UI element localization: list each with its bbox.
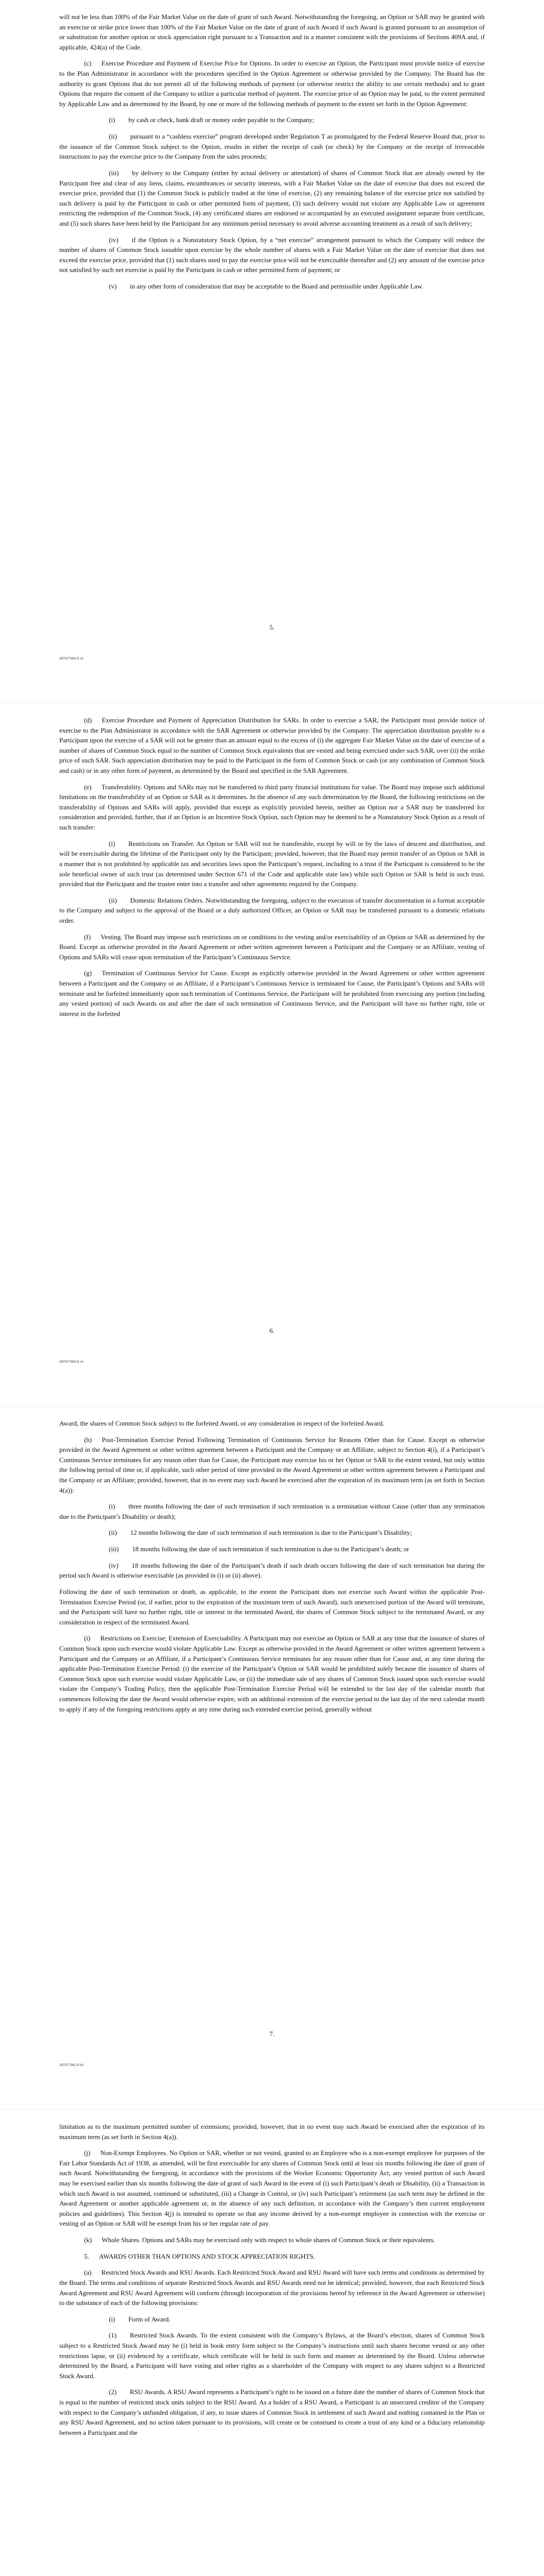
paragraph: (c) Exercise Procedure and Payment of Exercise Price for Options. In order to exercise an Option, the Participant must provide notice of exercise to the Plan Administrator in accordance with the procedures specified in the Option Agreement or otherwise provided by the Company. The Board has the authority to grant Options that do not permit all of the following methods of payment (or otherwise restrict the ability to use certain methods) and to grant Options that require the consent of the Company to utilize a particular method of payment. The exercise price of an Option may be paid, to the extent permitted by Applicable Law and as determined by the Board, by one or more of the following methods of payment to the extent set forth in the Option Agreement:	[59, 60, 485, 108]
paragraph: (ii) 12 months following the date of such termination if such termination is due to the Participant’s Disability;	[109, 1529, 412, 1537]
paragraph: will not be less than 100% of the Fair Market Value on the date of grant of such Award. Notwithstanding the foregoing, an Option or SAR may be granted with an exercise or strike price lower than 100% of the Fair Market Value on the date of grant of such Award if such Award is granted pursuant to an assumption of or substitution for another option or stock appreciation right pursuant to a Transaction and in a manner consistent with the provisions of Sections 409A and, if applicable, 424(a) of the Code.	[59, 13, 485, 51]
document-id-footer: 297477362.8 v3	[59, 2063, 84, 2067]
document-id-footer: 297477362.8 v3	[59, 1360, 84, 1364]
page-number: 7.	[269, 2030, 275, 2038]
paragraph: (j) Non-Exempt Employees. No Option or SAR, whether or not vested, granted to an Employee who is a non-exempt employee for purposes of the Fair Labor Standards Act of 1938, as amended, will be first exercisable for any shares of Common Stock until at least six months following the date of grant of such Award. Notwithstanding the foregoing, in accordance with the provisions of the Worker Economic Opportunity Act, any vested portion of such Award may be exercised earlier than six months following the date of grant of such Award in the event of (i) such Participant’s death or Disability, (ii) a Transaction in which such Award is not assumed, continued or substituted, (iii) a Change in Control, or (iv) such Participant’s retirement (as such term may be defined in the Award Agreement or another applicable agreement or, in the absence of any such definition, in accordance with the Company’s then current employment policies and guidelines). This Section 4(j) is intended to operate so that any income derived by a non-exempt employee in connection with the exercise or vesting of an Option or SAR will be exempt from his or her regular rate of pay.	[59, 2149, 485, 2228]
page-number: 5.	[269, 623, 275, 631]
paragraph: limitation as to the maximum permitted number of extensions; provided, however, that in no event may such Award be exercised after the expiration of its maximum term (as set forth in Section 4(a)).	[59, 2123, 485, 2141]
paragraph: (ii) pursuant to a “cashless exercise” program developed under Regulation T as promulgated by the Federal Reserve Board that, prior to the issuance of the Common Stock subject to the Option, results in either the receipt of cash (or check) by the Company or the receipt of irrevocable instructions to pay the exercise price to the Company from the sales proceeds;	[59, 133, 485, 161]
document-id-footer: 297477362.8 v3	[59, 657, 84, 660]
paragraph: Following the date of such termination or death, as applicable, to the extent the Participant does not exercise such Award within the applicable Post-Termination Exercise Period (or, if earlier, prior to the expiration of the maximum term of such Award), such unexercised portion of the Award will terminate, and the Participant will have no further right, title or interest in the terminated Award, the shares of Common Stock subject to the terminated Award, or any consideration in respect of the terminated Award.	[59, 1588, 485, 1626]
paragraph: (k) Whole Shares. Options and SARs may be exercised only with respect to whole shares of Common Stock or their equivalents.	[84, 2236, 435, 2244]
paragraph: (1) Restricted Stock Awards. To the extent consistent with the Company’s Bylaws, at the Board’s election, shares of Common Stock subject to a Restricted Stock Award may be (i) held in book entry form subject to the Company’s instructions until such shares become vested or any other restrictions lapse, or (ii) evidenced by a certificate, which certificate will be held in such form and manner as determined by the Board. Unless otherwise determined by the Board, a Participant will have voting and other rights as a shareholder of the Company with respect to any shares subject to a Restricted Stock Award.	[59, 2332, 485, 2380]
paragraph: (h) Post-Termination Exercise Period Following Termination of Continuous Service for Reasons Other than for Cause. Except as otherwise provided in the Award Agreement or other written agreement between a Participant and the Company or an Affiliate, subject to Section 4(i), if a Participant’s Continuous Service terminates for any reason other than for Cause, the Participant may exercise his or her Option or SAR to the extent vested, but only within the following period of time or, if applicable, such other period of time provided in the Award Agreement or other written agreement between a Participant and the Company or an Affiliate; provided, however, that in no event may such Award be exercised after the expiration of its maximum term (as set forth in Section 4(a)):	[59, 1436, 485, 1494]
document-page	[0, 703, 544, 1406]
paragraph: (d) Exercise Procedure and Payment of Appreciation Distribution for SARs. In order to exercise a SAR, the Participant must provide notice of exercise to the Plan Administrator in accordance with the SAR Agreement or otherwise provided by the Company. The appreciation distribution payable to a Participant upon the exercise of a SAR will not be greater than an amount equal to the excess of (i) the aggregate Fair Market Value on the date of exercise of a number of shares of Common Stock equal to the number of Common Stock equivalents that are vested and being exercised under such SAR, over (ii) the strike price of such SAR. Such appreciation distribution may be paid to the Participant in the form of Common Stock or cash (or any combination of Common Stock and cash) or in any other form of payment, as determined by the Board and specified in the SAR Agreement.	[59, 717, 485, 775]
paragraph: (i) three months following the date of such termination if such termination is a termination without Cause (other than any termination due to the Participant’s Disability or death);	[59, 1503, 485, 1520]
paragraph: Award, the shares of Common Stock subject to the forfeited Award, or any consideration in respect of the forfeited Award.	[59, 1420, 385, 1427]
paragraph: (iv) 18 months following the date of the Participant’s death if such death occurs following the date of such termination but during the period such Award is otherwise exercisable (as provided in (i) or (ii) above).	[59, 1562, 485, 1580]
paragraph: (i) by cash or check, bank draft or money order payable to the Company;	[109, 116, 315, 124]
page-number: 6.	[269, 1327, 275, 1334]
paragraph: 5. AWARDS OTHER THAN OPTIONS AND STOCK APPRECIATION RIGHTS.	[84, 2252, 315, 2260]
paragraph: (e) Transferability. Options and SARs may not be transferred to third party financial institutions for value. The Board may impose such additional limitations on the transferability of an Option or SAR as it determines. In the absence of any such determination by the Board, the following restrictions on the transferability of Options and SARs will apply, provided that except as explicitly provided herein, neither an Option nor a SAR may be transferred for consideration and provided, further, that if an Option is an Incentive Stock Option, such Option may be deemed to be a Nonstatutory Stock Option as a result of such transfer:	[59, 783, 485, 832]
paragraph: (iii) 18 months following the date of such termination if such termination is due to the Participant’s death; or	[109, 1546, 409, 1553]
paragraph: (i) Restrictions on Exercise; Extension of Exercisability. A Participant may not exercise an Option or SAR at any time that the issuance of shares of Common Stock upon such exercise would violate Applicable Law. Except as otherwise provided in the Award Agreement or other written agreement between a Participant and the Company or an Affiliate, if a Participant’s Continuous Service terminates for any reason other than for Cause and, at any time during the applicable Post-Termination Exercise Period: (i) the exercise of the Participant’s Option or SAR would be prohibited solely because the issuance of shares of Common Stock upon such exercise would violate Applicable Law, or (ii) the immediate sale of any shares of Common Stock issued upon such exercise would violate the Company’s Trading Policy, then the applicable Post-Termination Exercise Period will be extended to the last day of the calendar month that commences following the date the Award would otherwise expire, with an additional extension of the exercise period to the last day of the next calendar month to apply if any of the foregoing restrictions apply at any time during such extended exercise period, generally without	[59, 1635, 485, 1713]
paragraph: (iv) if the Option is a Nonstatutory Stock Option, by a “net exercise” arrangement pursuant to which the Company will reduce the number of shares of Common Stock issuable upon exercise by the whole number of shares with a Fair Market Value on the date of exercise that does not exceed the exercise price, provided that (1) such shares used to pay the exercise price will not be exercisable thereafter and (2) any amount of the exercise price not satisfied by such net exercise is paid by the Participant in cash or other permitted form of payment; or	[59, 236, 485, 274]
paragraph: (i) Restrictions on Transfer. An Option or SAR will not be transferable, except by will or by the laws of descent and distribution, and will be exercisable during the lifetime of the Participant only by the Participant; provided, however, that the Board may permit transfer of an Option or SAR in a manner that is not prohibited by applicable tax and securities laws upon the Participant’s request, including to a trust if the Participant is considered to be the sole beneficial owner of such trust (as determined under Section 671 of the Code and applicable state law) while such Option or SAR is held in such trust, provided that the Participant and the trustee enter into a transfer and other agreements required by the Company.	[59, 840, 485, 888]
paragraph: (v) in any other form of consideration that may be acceptable to the Board and permissible under Applicable Law.	[109, 283, 423, 291]
document-page	[0, 2110, 544, 2576]
paragraph: (i) Form of Award.	[109, 2315, 171, 2323]
document-page	[0, 0, 544, 703]
paragraph: (a) Restricted Stock Awards and RSU Awards. Each Restricted Stock Award and RSU Award will have such terms and conditions as determined by the Board. The terms and conditions of separate Restricted Stock Awards and RSU Awards need not be identical; provided, however, that each Restricted Stock Award Agreement and RSU Award Agreement will conform (through incorporation of the provisions hereof by reference in the Award Agreement or otherwise) to the substance of each of the following provisions:	[59, 2269, 485, 2307]
paragraph: (2) RSU Awards. A RSU Award represents a Participant’s right to be issued on a future date the number of shares of Common Stock that is equal to the number of restricted stock units subject to the RSU Award. As a holder of a RSU Award, a Participant is an unsecured creditor of the Company with respect to the Company’s unfunded obligation, if any, to issue shares of Common Stock in settlement of such Award and nothing contained in the Plan or any RSU Award Agreement, and no action taken pursuant to its provisions, will create or be construed to create a trust of any kind or a fiduciary relationship between a Participant and the	[59, 2388, 485, 2436]
paragraph: (ii) Domestic Relations Orders. Notwithstanding the foregoing, subject to the execution of transfer documentation in a format acceptable to the Company and subject to the approval of the Board or a duly authorized Officer, an Option or SAR may be transferred pursuant to a domestic relations order.	[59, 896, 485, 924]
paragraph: (g) Termination of Continuous Service for Cause. Except as explicitly otherwise provided in the Award Agreement or other written agreement between a Participant and the Company or an Affiliate, if a Participant’s Continuous Service is terminated for Cause, the Participant’s Options and SARs will terminate and be forfeited immediately upon such termination of Continuous Service, the Participant will be prohibited from exercising any portion (including any vested portion) of such Awards on and after the date of such termination of Continuous Service, and the Participant will have no further right, title or interest in the forfeited	[59, 970, 485, 1018]
document-page	[0, 1406, 544, 2110]
paragraph: (iii) by delivery to the Company (either by actual delivery or attestation) of shares of Common Stock that are already owned by the Participant free and clear of any liens, claims, encumbrances or security interests, with a Fair Market Value on the date of exercise that does not exceed the exercise price, provided that (1) the Common Stock is publicly traded at the time of exercise, (2) any remaining balance of the exercise price not satisfied by such delivery is paid by the Participant in cash or other permitted form of payment, (3) such delivery would not violate any Applicable Law or agreement restricting the redemption of the Common Stock, (4) any certificated shares are endorsed or accompanied by an executed assignment separate from certificate, and (5) such shares have been held by the Participant for any minimum period necessary to avoid adverse accounting treatment as a result of such delivery;	[59, 169, 485, 227]
paragraph: (f) Vesting. The Board may impose such restrictions on or conditions to the vesting and/or exercisability of an Option or SAR as determined by the Board. Except as otherwise provided in the Award Agreement or other written agreement between a Participant and the Company or an Affiliate, vesting of Options and SARs will cease upon termination of the Participant’s Continuous Service.	[59, 933, 485, 961]
